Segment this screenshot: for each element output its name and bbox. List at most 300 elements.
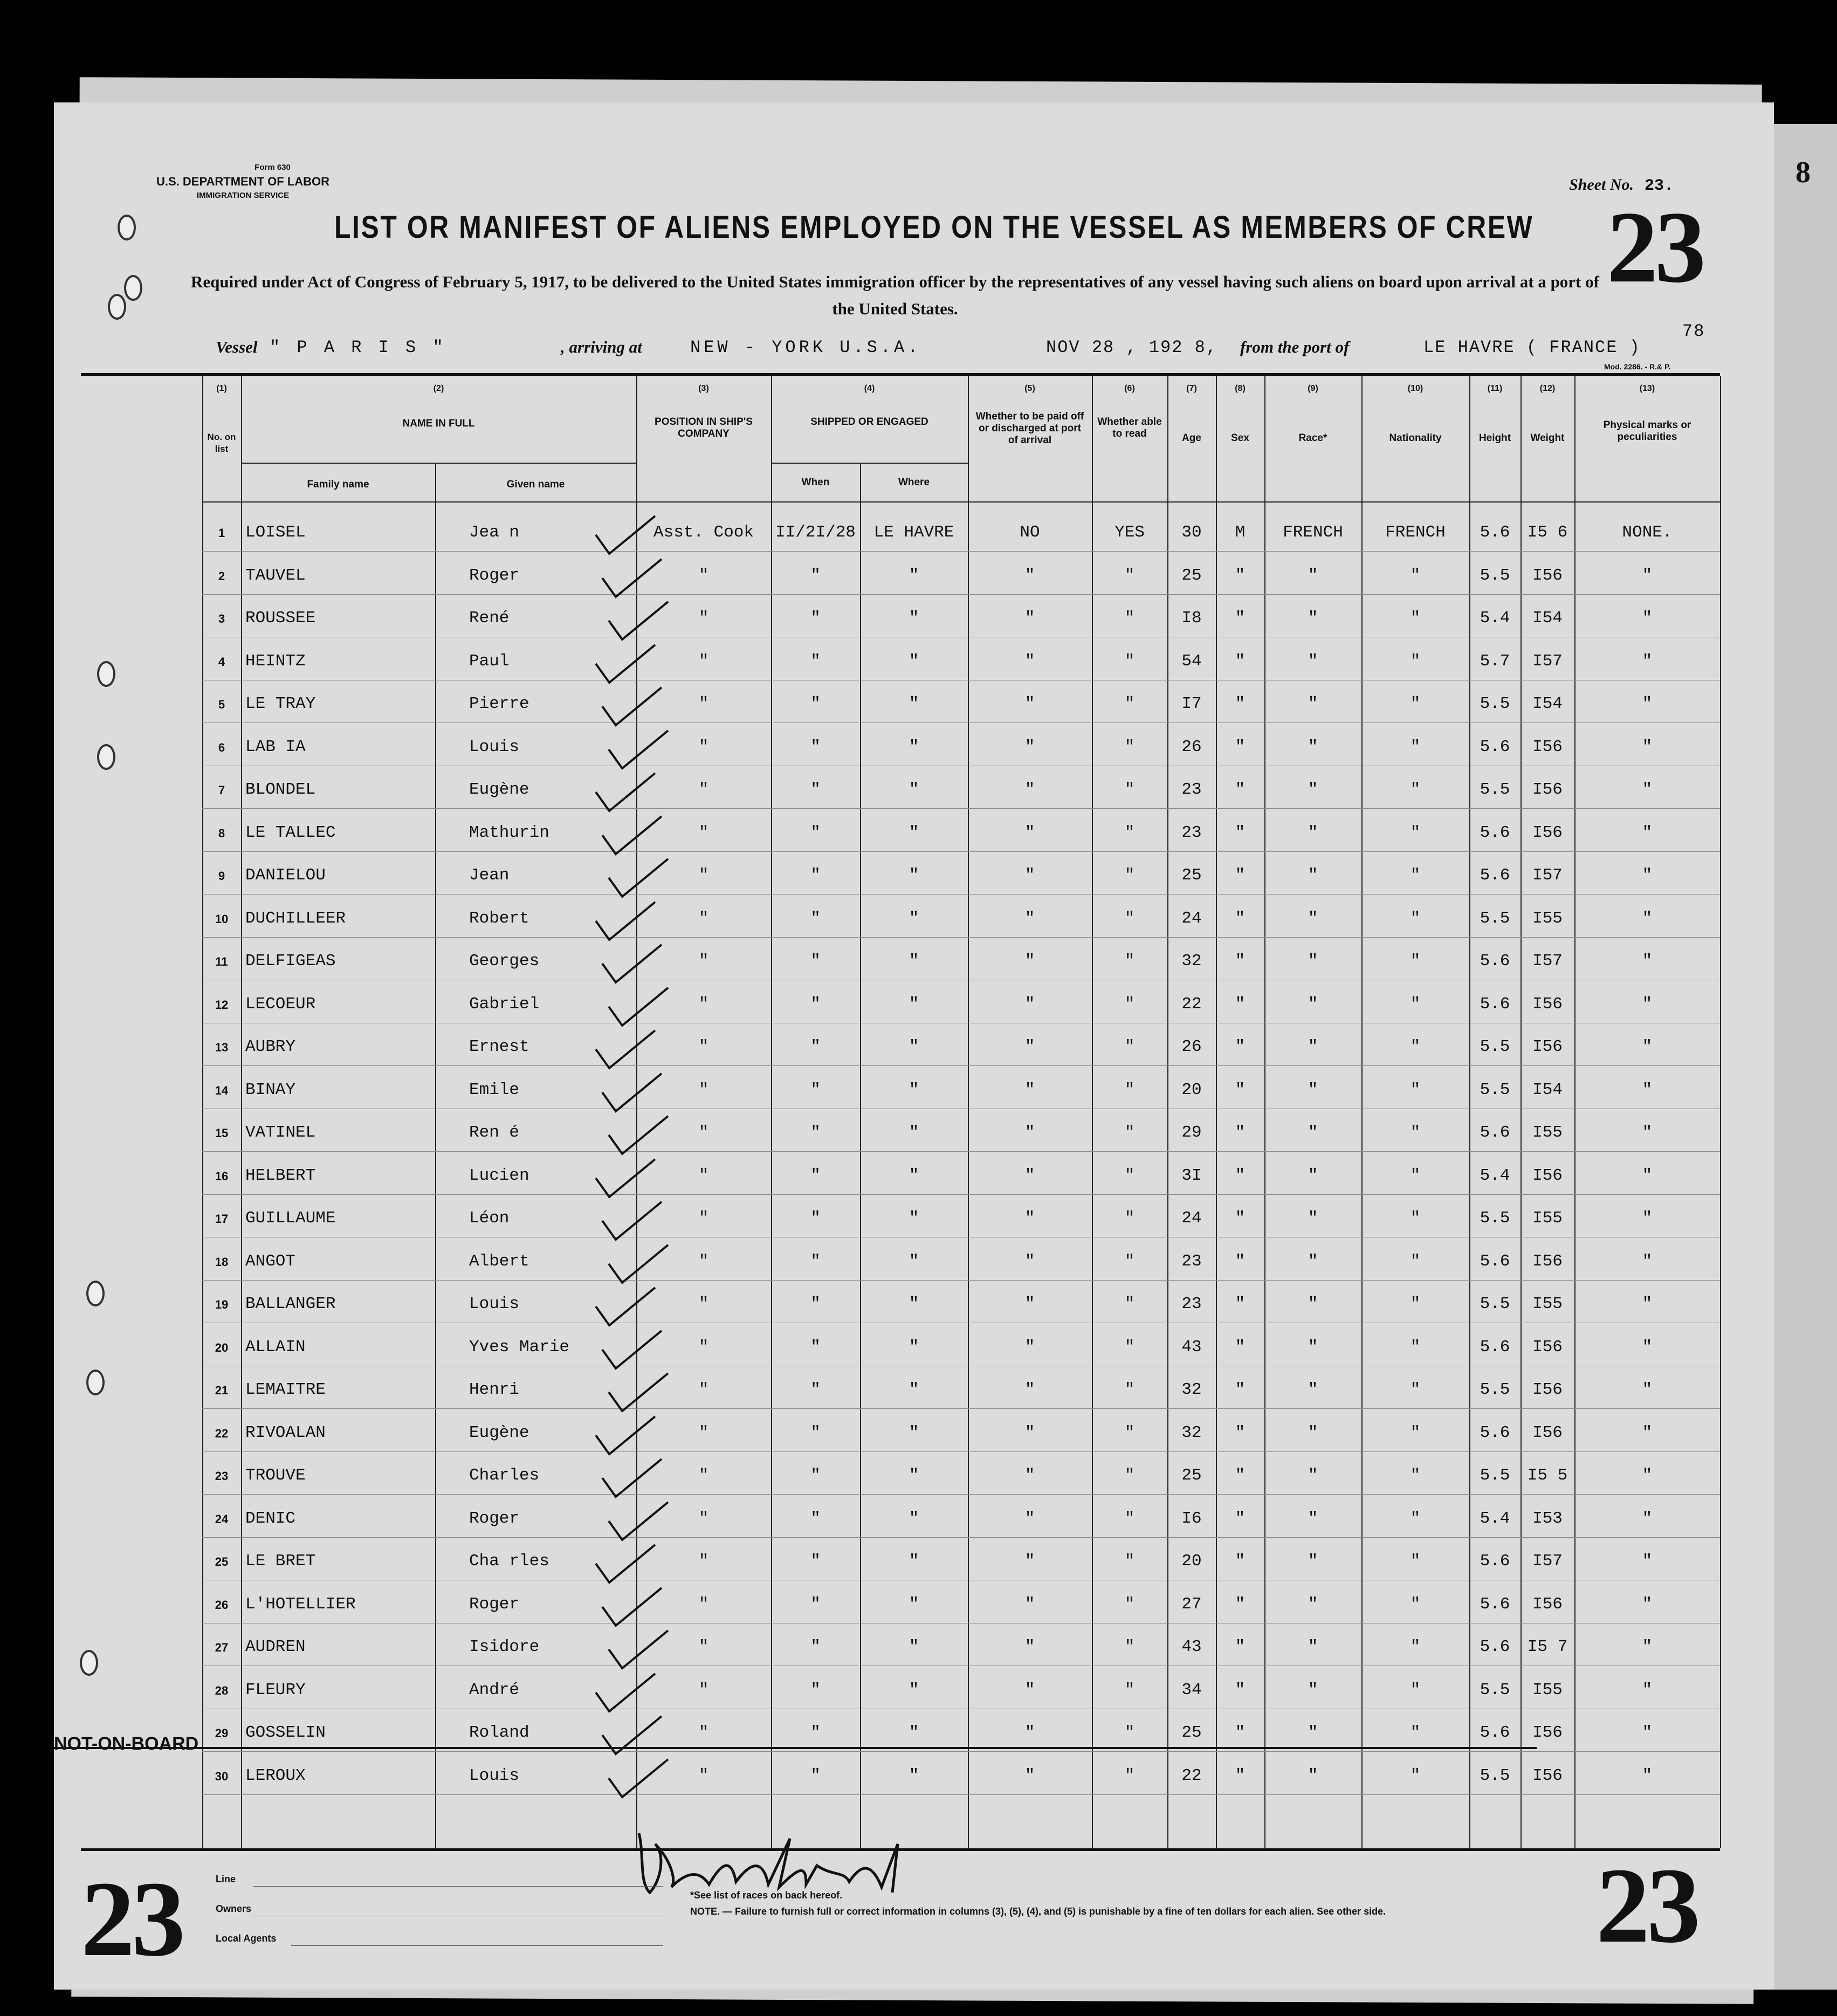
punch-hole [124,275,142,301]
paid-off-ditto: " [1024,1380,1035,1399]
when-ditto: " [810,1080,821,1099]
read-ditto: " [1124,609,1135,628]
row-rule [202,1537,1720,1538]
row-number: 8 [218,826,225,840]
position-ditto: " [698,1552,709,1571]
age-value: 26 [1181,1037,1202,1056]
row-rule [202,1794,1720,1795]
when-ditto: " [810,1166,821,1185]
weight-value: I56 [1532,1423,1563,1442]
family-name: ROUSSEE [245,609,316,628]
nationality-ditto: " [1410,1723,1421,1742]
marks-value: NONE. [1622,523,1673,542]
position-ditto: " [698,1380,709,1399]
row-rule [202,1151,1720,1152]
when-ditto: " [810,1295,821,1313]
check-mark [593,642,658,685]
column-divider [202,376,203,1848]
weight-value: I5 5 [1527,1466,1568,1485]
family-name: ANGOT [245,1251,296,1271]
given-name: Louis [469,737,520,756]
age-value: 22 [1181,1766,1202,1785]
age-value: 23 [1181,780,1202,799]
marks-ditto: " [1642,866,1653,885]
punch-hole [108,294,126,320]
row-number: 16 [215,1169,229,1183]
sex-ditto: " [1235,737,1246,756]
age-value: 30 [1181,523,1202,542]
race-ditto: " [1308,694,1318,713]
sex-ditto: " [1235,1037,1246,1056]
family-name: AUBRY [245,1037,296,1056]
col-head-marks: Physical marks or peculiarities [1603,419,1691,443]
given-name: Cha rles [469,1552,549,1571]
where-ditto: " [909,694,919,713]
check-mark [606,728,671,771]
check-mark [593,899,658,942]
height-value: 5.4 [1480,1509,1510,1528]
sex-ditto: " [1235,1594,1246,1614]
height-value: 5.6 [1480,866,1510,885]
position-ditto: " [698,952,709,971]
where-ditto: " [909,1295,919,1313]
race-ditto: " [1308,1380,1318,1399]
read-ditto: " [1124,1295,1135,1313]
where-ditto: " [909,866,919,885]
column-divider [435,463,436,1848]
marks-ditto: " [1642,737,1653,756]
nationality-ditto: " [1410,737,1421,756]
sex-ditto: " [1235,1466,1246,1485]
paid-off-ditto: " [1024,1295,1035,1313]
column-divider [771,376,772,1848]
punch-hole [97,744,115,770]
check-mark [600,942,664,985]
col-num-6: (6) [1124,384,1135,393]
nationality-ditto: " [1410,1209,1421,1228]
family-name: GUILLAUME [245,1209,336,1228]
given-name: Albert [469,1251,529,1271]
footer-big-number-left: 23 [81,1860,182,1979]
race-ditto: " [1308,651,1318,671]
family-name: LECOEUR [245,994,316,1014]
height-value: 5.5 [1480,1766,1510,1785]
read-ditto: " [1124,780,1135,799]
row-number: 29 [215,1726,229,1740]
marks-ditto: " [1642,566,1653,585]
shipped-where: LE HAVRE [873,523,954,542]
col-head-nationality: Nationality [1389,432,1442,444]
read-ditto: " [1124,1637,1135,1656]
row-rule [202,937,1720,938]
sex-ditto: " [1235,1251,1246,1271]
age-value: 25 [1181,566,1202,585]
row-number: 23 [215,1469,229,1483]
paid-off-ditto: " [1024,1466,1035,1485]
race-ditto: " [1308,1594,1318,1614]
where-ditto: " [909,1466,919,1485]
position-ditto: " [698,609,709,628]
nationality-ditto: " [1410,1423,1421,1442]
col-head-where: Where [898,477,930,488]
arrival-date: NOV 28 , 192 8, [1046,338,1218,357]
marks-ditto: " [1642,1723,1653,1742]
race-ditto: " [1308,1037,1318,1056]
position-ditto: " [698,1166,709,1185]
vessel-name: " P A R I S " [270,338,446,357]
form-number: Form 630 [254,163,291,172]
nationality-ditto: " [1410,909,1421,928]
weight-value: I56 [1532,1337,1563,1357]
read-ditto: " [1124,1766,1135,1785]
form-identifier [156,161,329,203]
race-ditto: " [1308,1209,1318,1228]
read-ditto: " [1124,1594,1135,1614]
age-value: 32 [1181,1380,1202,1399]
check-mark [593,1028,658,1071]
paid-off-ditto: " [1024,1251,1035,1271]
read-ditto: " [1124,952,1135,971]
check-mark [593,1414,658,1457]
paid-off-ditto: " [1024,780,1035,799]
position-ditto: " [698,1337,709,1357]
sheet-no-value: 23. [1645,177,1674,195]
family-name: TROUVE [245,1466,306,1485]
where-ditto: " [909,1723,919,1742]
age-value: 20 [1181,1552,1202,1571]
where-ditto: " [909,780,919,799]
position-ditto: " [698,737,709,756]
nationality-ditto: " [1410,823,1421,842]
strike-line [54,1747,1537,1749]
family-name: DUCHILLEER [245,909,346,928]
col-head-weight: Weight [1530,432,1565,444]
paid-off-ditto: " [1024,1680,1035,1700]
race-ditto: " [1308,1766,1318,1785]
check-mark [600,1456,664,1499]
check-mark [600,814,664,857]
where-ditto: " [909,737,919,756]
row-number: 28 [215,1683,229,1697]
row-number: 4 [218,655,225,669]
when-ditto: " [810,694,821,713]
given-name: André [469,1680,520,1700]
when-ditto: " [810,1723,821,1742]
marks-ditto: " [1642,694,1653,713]
row-rule [202,894,1720,895]
row-number: 6 [218,740,225,754]
marks-ditto: " [1642,1209,1653,1228]
weight-value: I56 [1532,994,1563,1014]
position-ditto: " [698,1466,709,1485]
row-rule [202,1494,1720,1495]
row-number: 26 [215,1598,229,1612]
where-ditto: " [909,1209,919,1228]
col-head-position: POSITION IN SHIP'S COMPANY [655,416,753,439]
nationality-ditto: " [1410,1166,1421,1185]
marks-ditto: " [1642,1123,1653,1142]
position-ditto: " [698,1509,709,1528]
race-ditto: " [1308,1337,1318,1357]
paid-off-ditto: " [1024,952,1035,971]
weight-value: I55 [1532,909,1563,928]
check-mark [606,1371,671,1414]
check-mark [600,685,664,728]
row-number: 15 [215,1126,229,1140]
marks-ditto: " [1642,952,1653,971]
nationality-ditto: " [1410,1337,1421,1357]
height-value: 5.5 [1480,1680,1510,1700]
height-value: 5.5 [1480,1380,1510,1399]
read-ditto: " [1124,1037,1135,1056]
height-value: 5.6 [1480,737,1510,756]
check-mark [600,1585,664,1628]
age-value: 24 [1181,1209,1202,1228]
weight-value: I56 [1532,1380,1563,1399]
given-name: Isidore [469,1637,540,1656]
weight-value: I5 6 [1527,523,1568,542]
race-ditto: " [1308,1080,1318,1099]
age-value: I8 [1181,609,1202,628]
column-divider [1092,376,1093,1848]
row-number: 3 [218,612,225,625]
check-mark [606,1628,671,1671]
height-value: 5.6 [1480,1123,1510,1142]
age-value: 23 [1181,1251,1202,1271]
paid-off-ditto: " [1024,566,1035,585]
family-name: ALLAIN [245,1337,306,1357]
when-ditto: " [810,1037,821,1056]
agents-label: Local Agents [216,1933,277,1944]
sex-ditto: " [1235,1552,1246,1571]
height-value: 5.5 [1480,1295,1510,1313]
row-number: 17 [215,1212,229,1226]
col-head-age: Age [1182,432,1201,444]
when-ditto: " [810,1594,821,1614]
row-rule [202,1065,1720,1066]
position-ditto: " [698,1723,709,1742]
marks-ditto: " [1642,780,1653,799]
when-ditto: " [810,651,821,671]
read-ditto: " [1124,1723,1135,1742]
sex-ditto: " [1235,780,1246,799]
family-name: HEINTZ [245,651,306,671]
line-label: Line [216,1874,236,1884]
col-num-11: (11) [1487,384,1503,393]
paid-off-ditto: " [1024,1766,1035,1785]
position-ditto: " [698,1037,709,1056]
family-name: AUDREN [245,1637,306,1656]
check-mark [606,1499,671,1543]
where-ditto: " [909,1423,919,1442]
read-ditto: " [1124,1380,1135,1399]
nationality-ditto: " [1410,1037,1421,1056]
position-ditto: " [698,1637,709,1656]
height-value: 5.6 [1480,1723,1510,1742]
not-on-board-stamp: NOT-ON-BOARD [54,1733,199,1754]
nationality-ditto: " [1410,566,1421,585]
family-name: LEROUX [245,1766,306,1785]
col-num-2: (2) [433,384,444,393]
row-rule [202,808,1720,809]
nationality-ditto: " [1410,1295,1421,1313]
nationality-ditto: " [1410,1594,1421,1614]
family-name: BLONDEL [245,780,316,799]
column-divider [1469,376,1470,1848]
given-name: Ernest [469,1037,529,1056]
check-mark [606,856,671,899]
given-name: Jean [469,866,510,885]
weight-value: I54 [1532,1080,1563,1099]
check-mark [600,1328,664,1371]
weight-value: I55 [1532,1123,1563,1142]
given-name: Léon [469,1209,510,1228]
age-value: 23 [1181,1295,1202,1313]
check-mark [600,1199,664,1242]
when-ditto: " [810,1123,821,1142]
col-num-12: (12) [1539,384,1556,393]
race-ditto: " [1308,1552,1318,1571]
shipped-subheader-line [771,463,968,464]
sex-ditto: " [1235,1723,1246,1742]
check-mark [606,1242,671,1285]
marks-ditto: " [1642,1680,1653,1700]
position-ditto: " [698,1594,709,1614]
race-ditto: " [1308,952,1318,971]
weight-value: I56 [1532,1037,1563,1056]
weight-value: I57 [1532,1552,1563,1571]
where-ditto: " [909,1080,919,1099]
nationality-ditto: " [1410,1466,1421,1485]
where-ditto: " [909,566,919,585]
race-ditto: " [1308,1123,1318,1142]
age-value: 27 [1181,1594,1202,1614]
age-value: 43 [1181,1337,1202,1357]
vessel-label: Vessel [216,338,258,356]
position-value: Asst. Cook [653,523,754,542]
position-ditto: " [698,780,709,799]
row-number: 10 [215,912,229,926]
given-name: Roger [469,566,520,585]
height-value: 5.5 [1480,1037,1510,1056]
height-value: 5.4 [1480,609,1510,628]
given-name: Henri [469,1380,520,1399]
family-name: TAUVEL [245,566,306,585]
family-name: LE TRAY [245,694,316,713]
paid-off-ditto: " [1024,1637,1035,1656]
col-num-13: (13) [1639,384,1655,393]
given-name: Lucien [469,1166,529,1185]
weight-value: I56 [1532,1594,1563,1614]
given-name: Roger [469,1509,520,1528]
check-mark [593,1285,658,1328]
read-ditto: " [1124,866,1135,885]
paid-off-ditto: " [1024,651,1035,671]
family-name: LAB IA [245,737,306,756]
page-subtitle: Required under Act of Congress of February 5, 1917, to be delivered to the United States immigration officer by the representatives of any vessel having such aliens on board upon arrival at a port of the United States. [191,272,1599,318]
read-ditto: " [1124,1123,1135,1142]
sex-ditto: " [1235,1123,1246,1142]
read-ditto: " [1124,1466,1135,1485]
family-name: LEMAITRE [245,1380,326,1399]
position-ditto: " [698,1209,709,1228]
given-name: Emile [469,1080,520,1099]
check-mark [593,770,658,814]
age-value: 25 [1181,1466,1202,1485]
family-name: RIVOALAN [245,1423,326,1442]
where-ditto: " [909,1251,919,1271]
given-name: Ren é [469,1123,520,1142]
row-rule [202,851,1720,852]
col-num-8: (8) [1235,384,1246,393]
where-ditto: " [909,651,919,671]
sex-ditto: " [1235,866,1246,885]
family-name: LOISEL [245,523,306,542]
sex-ditto: " [1235,1080,1246,1099]
weight-value: I53 [1532,1509,1563,1528]
weight-value: I56 [1532,1166,1563,1185]
position-ditto: " [698,823,709,842]
sex-value: M [1235,523,1246,542]
weight-value: I57 [1532,952,1563,971]
races-footnote: *See list of races on back hereof. [690,1890,843,1901]
read-ditto: " [1124,823,1135,842]
given-name: Robert [469,909,529,928]
col-head-height: Height [1478,432,1511,444]
col-head-read: Whether able to read [1097,416,1162,439]
arrival-port: NEW - YORK U.S.A. [690,338,921,357]
age-value: 26 [1181,737,1202,756]
marks-ditto: " [1642,1423,1653,1442]
row-rule [202,594,1720,595]
col-head-given: Given name [506,479,565,490]
height-value: 5.6 [1480,823,1510,842]
race-ditto: " [1308,1466,1318,1485]
weight-value: I56 [1532,823,1563,842]
where-ditto: " [909,1166,919,1185]
row-number: 24 [215,1512,229,1526]
sex-ditto: " [1235,1509,1246,1528]
row-number: 27 [215,1641,229,1654]
check-mark [593,1157,658,1200]
col-head-when: When [801,477,830,488]
sheet-no-label: Sheet No. [1569,176,1634,194]
marks-ditto: " [1642,1509,1653,1528]
given-name: Eugène [469,1423,529,1442]
family-name: HELBERT [245,1166,316,1185]
race-ditto: " [1308,1509,1318,1528]
family-name: BINAY [245,1080,296,1099]
weight-value: I57 [1532,866,1563,885]
race-ditto: " [1308,1637,1318,1656]
read-ditto: " [1124,1337,1135,1357]
paid-off-ditto: " [1024,1552,1035,1571]
height-value: 5.6 [1480,1251,1510,1271]
age-value: 25 [1181,1723,1202,1742]
marks-ditto: " [1642,1251,1653,1271]
sex-ditto: " [1235,994,1246,1014]
height-value: 5.6 [1480,952,1510,971]
height-value: 5.5 [1480,1209,1510,1228]
paid-off-ditto: " [1024,1080,1035,1099]
marks-ditto: " [1642,1637,1653,1656]
punch-hole [86,1370,105,1395]
when-ditto: " [810,823,821,842]
paid-off-ditto: " [1024,1166,1035,1185]
row-number: 11 [215,955,228,968]
penalty-note: NOTE. — Failure to furnish full or correct information in columns (3), (5), (4), and (5) is punishable by a fine of ten dollars for each alien. See other side. [690,1906,1386,1917]
read-ditto: " [1124,737,1135,756]
